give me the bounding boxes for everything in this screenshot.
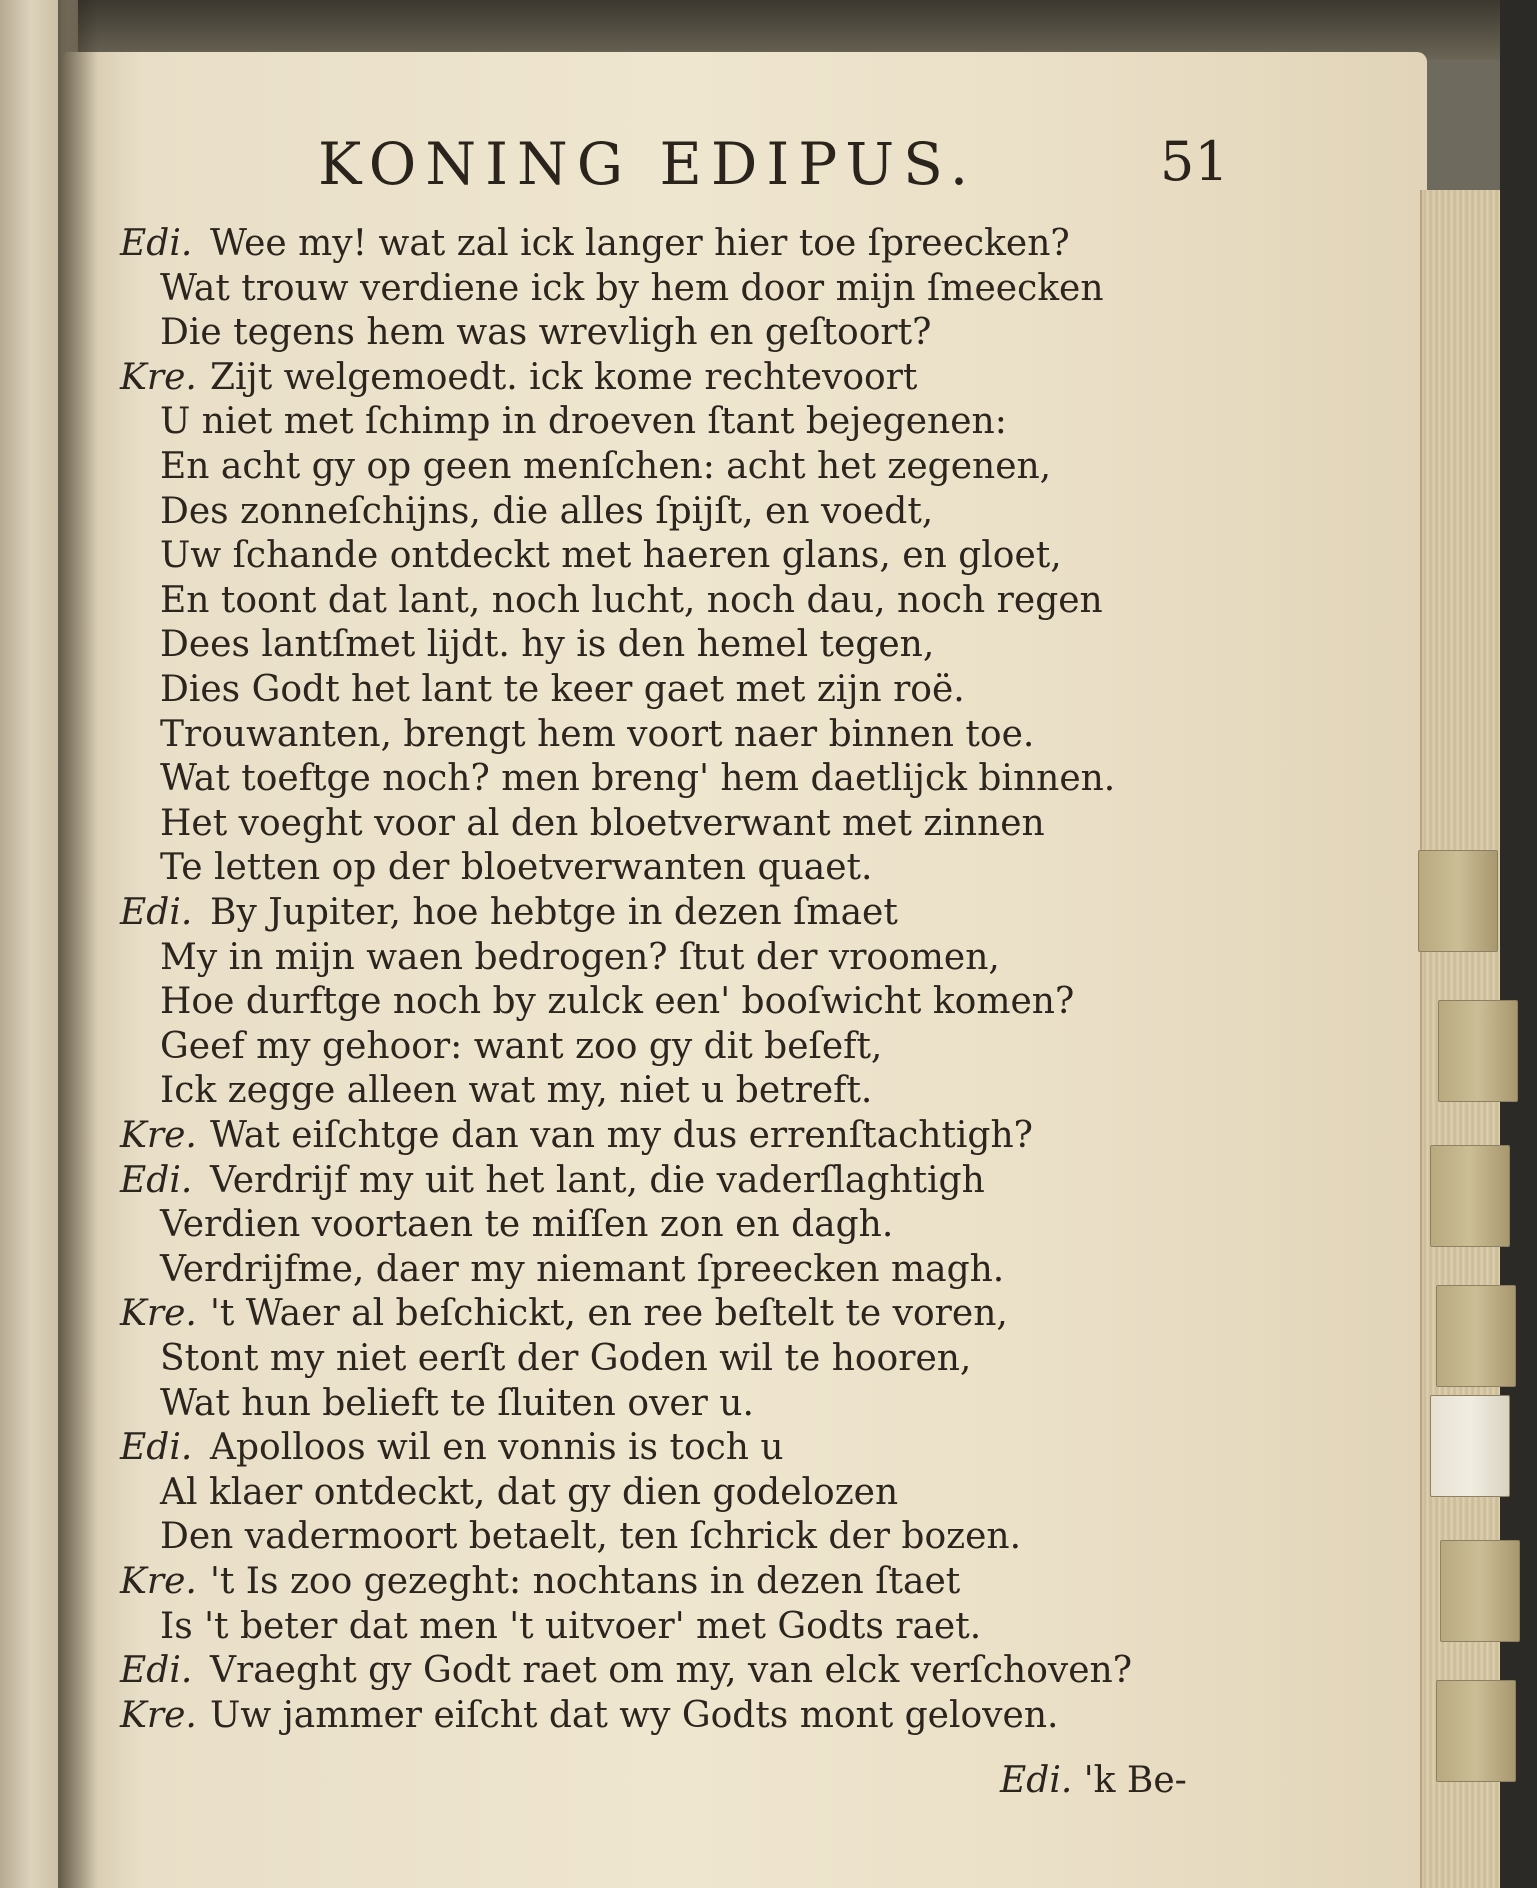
- verse-line-text: Ick zegge alleen wat my, niet u betreft.: [160, 1070, 873, 1112]
- verse-line-text: En toont dat lant, noch lucht, noch dau, noch regen: [160, 579, 1103, 621]
- verse-line-text: Die tegens hem was wrevligh en geſtoort?: [160, 312, 932, 354]
- page-tab: [1438, 1000, 1518, 1102]
- verse-line-text: Verdien voortaen te miſſen zon en dagh.: [160, 1204, 894, 1246]
- page-tab: [1418, 850, 1498, 952]
- verse-line-text: Trouwanten, brengt hem voort naer binnen toe.: [160, 713, 1035, 755]
- verse-line-text: My in mijn waen bedrogen? ſtut der vroomen,: [160, 936, 1000, 978]
- speaker-label: Kre.: [120, 1293, 197, 1335]
- verse-line-text: Al klaer ontdeckt, dat gy dien godelozen: [160, 1471, 899, 1513]
- verse-line-text: Vraeght gy Godt raet om my, van elck verſchoven?: [210, 1650, 1133, 1692]
- speaker-label: Kre.: [120, 1561, 197, 1602]
- verse-line-text: U niet met ſchimp in droeven ſtant bejegenen:: [160, 401, 1007, 443]
- speaker-label: Edi.: [120, 892, 193, 933]
- verse-line-text: Uw jammer eiſcht dat wy Godts mont geloven.: [210, 1694, 1059, 1736]
- speaker-label: Edi.: [120, 1650, 193, 1692]
- verse-line-text: Dees lantſmet lijdt. hy is den hemel tegen,: [160, 624, 935, 666]
- speaker-label: Edi.: [120, 1159, 193, 1201]
- verse-line-text: Den vadermoort betaelt, ten ſchrick der bozen.: [160, 1516, 1022, 1558]
- catchword-speaker: Edi.: [1000, 1760, 1073, 1801]
- page-tab: [1436, 1285, 1516, 1387]
- verse-line-text: Wat trouw verdiene ick by hem door mijn ſmeecken: [160, 267, 1104, 309]
- page-gutter-shadow: [58, 0, 98, 1888]
- speaker-label: Edi.: [120, 223, 193, 264]
- page-tab: [1440, 1540, 1520, 1642]
- verse-line-text: Te letten op der bloetverwanten quaet.: [160, 847, 873, 889]
- page-tab: [1430, 1395, 1510, 1497]
- verse-line-text: Geef my gehoor: want zoo gy dit beſeft,: [160, 1025, 883, 1067]
- page-tab: [1430, 1145, 1510, 1247]
- verse-line-text: Stont my niet eerſt der Goden wil te hooren,: [160, 1338, 972, 1379]
- verse-line-text: Wee my! wat zal ick langer hier toe ſpreecken?: [210, 223, 1070, 264]
- verse-line-text: By Jupiter, hoe hebtge in dezen ſmaet: [210, 892, 898, 933]
- speaker-label: Kre.: [120, 356, 197, 398]
- verse-line-text: Het voeght voor al den bloetverwant met zinnen: [160, 802, 1045, 844]
- verse-line-text: Hoe durftge noch by zulck een' booſwicht komen?: [160, 981, 1075, 1023]
- verse-line-text: Apolloos wil en vonnis is toch u: [210, 1427, 784, 1469]
- verse-line-text: Wat hun belieft te ſluiten over u.: [160, 1382, 754, 1424]
- verse-line-text: Wat toeftge noch? men breng' hem daetlijck binnen.: [160, 758, 1116, 800]
- page-number: 51: [1160, 130, 1229, 193]
- background-shadow: [0, 0, 1537, 60]
- speaker-label: Kre.: [120, 1694, 197, 1736]
- verse-line-text: Dies Godt het lant te keer gaet met zijn roë.: [160, 669, 965, 710]
- speaker-label: Kre.: [120, 1115, 197, 1156]
- catchword: [1000, 1760, 1187, 1801]
- catchword-text: 'k Be-: [1083, 1760, 1187, 1801]
- verse-line-text: Verdrijf my uit het lant, die vaderſlaghtigh: [210, 1159, 985, 1201]
- verse-line-text: 't Is zoo gezeght: nochtans in dezen ſtaet: [210, 1561, 961, 1602]
- verse-line-text: 't Waer al beſchickt, en ree beſtelt te voren,: [210, 1293, 1008, 1335]
- verse-line-text: Uw ſchande ontdeckt met haeren glans, en gloet,: [160, 535, 1062, 577]
- running-head: KONING EDIPUS.: [318, 130, 978, 198]
- verse-line-text: Zijt welgemoedt. ick kome rechtevoort: [210, 356, 918, 398]
- verse-line-text: Wat eiſchtge dan van my dus errenſtachtigh?: [210, 1115, 1033, 1156]
- verse-line-text: En acht gy op geen menſchen: acht het zegenen,: [160, 446, 1052, 487]
- page-tab: [1436, 1680, 1516, 1782]
- verse-line-text: Is 't beter dat men 't uitvoer' met Godts raet.: [160, 1605, 982, 1647]
- verse-line-text: Verdrijfme, daer my niemant ſpreecken magh.: [160, 1248, 1005, 1290]
- speaker-label: Edi.: [120, 1427, 193, 1469]
- verse-line-text: Des zonneſchijns, die alles ſpijſt, en voedt,: [160, 490, 934, 532]
